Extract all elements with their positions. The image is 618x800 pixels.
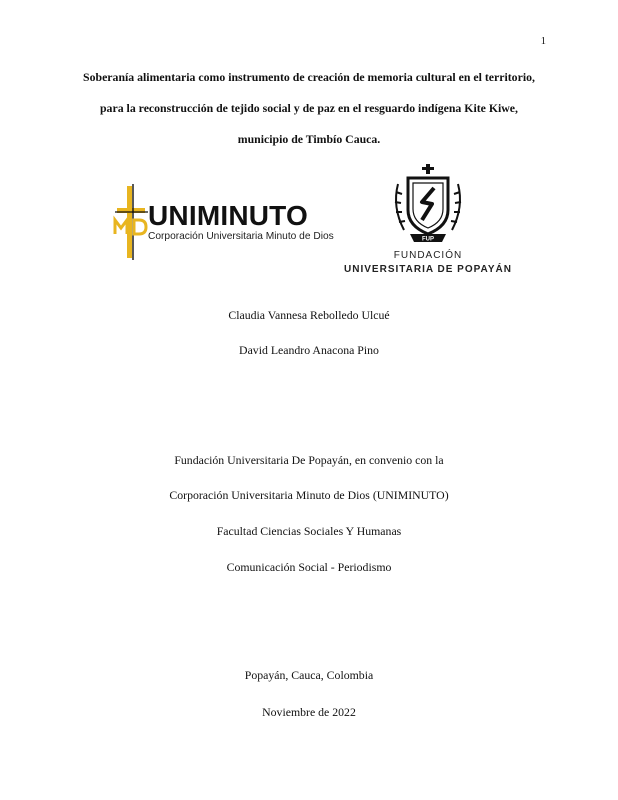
fup-line-1: FUNDACIÓN [393, 250, 463, 261]
uniminuto-subtitle: Corporación Universitaria Minuto de Dios [148, 231, 334, 242]
fup-seal-text: FUP [422, 236, 434, 243]
date-line: Noviembre de 2022 [262, 705, 356, 719]
title-line-2: para la reconstrucción de tejido social y de paz en el resguardo indígena Kite Kiwe, [100, 101, 518, 115]
uniminuto-emblem-icon [112, 182, 152, 262]
author-2: David Leandro Anacona Pino [239, 343, 379, 357]
institution-line-2: Corporación Universitaria Minuto de Dios (UNIMINUTO) [169, 488, 449, 502]
program-line: Comunicación Social - Periodismo [226, 560, 392, 574]
document-title [0, 70, 618, 163]
fup-logo [338, 162, 518, 280]
institution-line-1: Fundación Universitaria De Popayán, en convenio con la [174, 453, 444, 467]
uniminuto-logo [112, 182, 334, 262]
fup-shield-icon [390, 162, 466, 246]
uniminuto-brand: UNIMINUTO [148, 200, 308, 231]
faculty-line: Facultad Ciencias Sociales Y Humanas [216, 524, 402, 538]
place-line: Popayán, Cauca, Colombia [244, 668, 374, 682]
page-number: 1 [540, 36, 546, 47]
author-1: Claudia Vannesa Rebolledo Ulcué [228, 308, 390, 322]
title-line-3: municipio de Timbío Cauca. [237, 132, 381, 146]
fup-line-2: UNIVERSITARIA DE POPAYÁN [344, 264, 512, 275]
title-line-1: Soberanía alimentaria como instrumento de creación de memoria cultural en el territorio, [83, 70, 535, 84]
